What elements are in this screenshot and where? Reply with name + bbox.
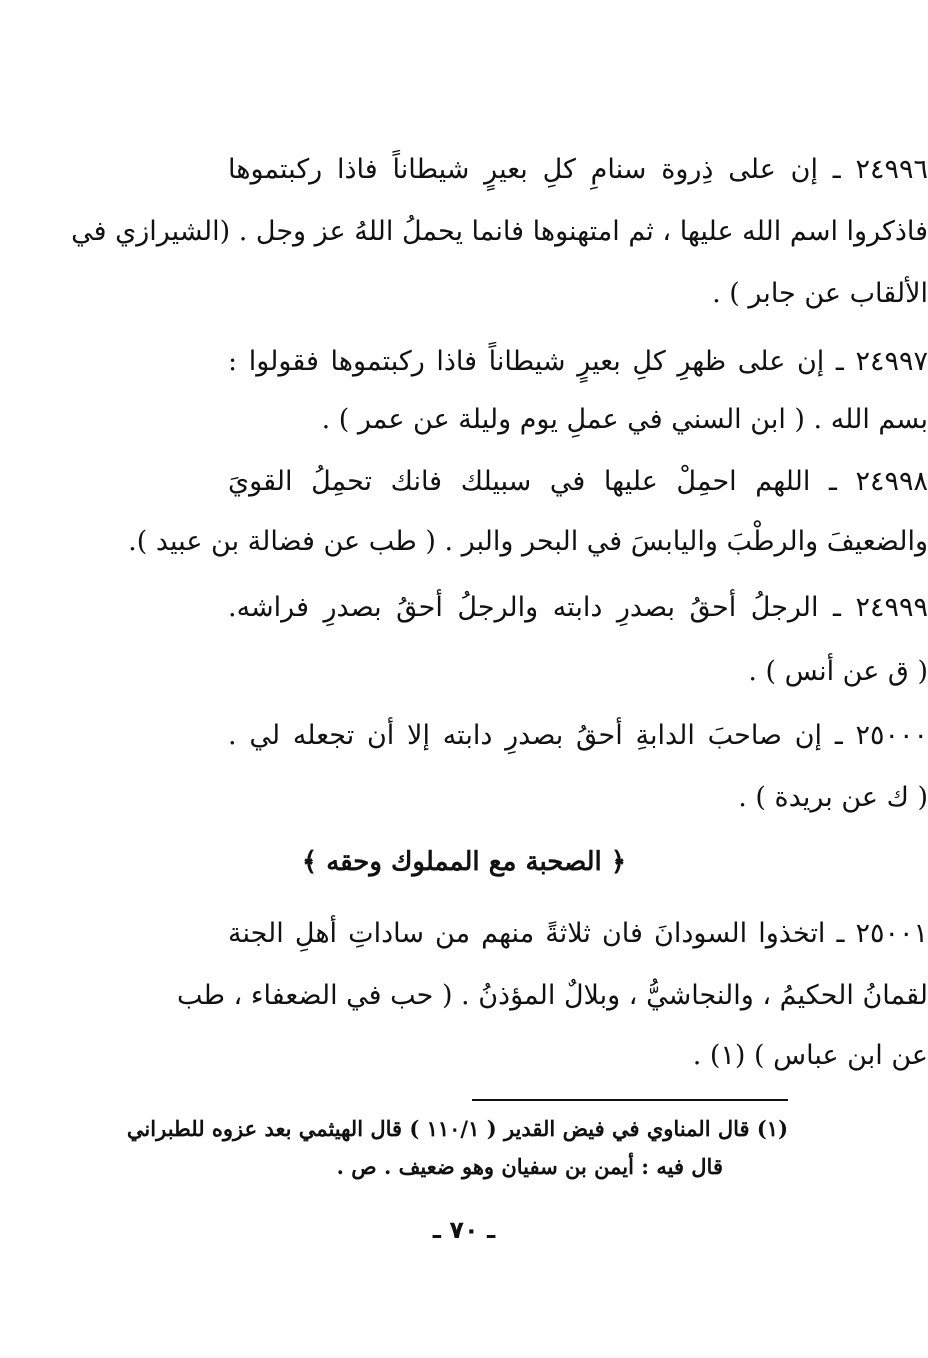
entry-24999-line-2: ( ق عن أنس ) . [748, 656, 928, 687]
page-number: ـ ٧٠ ـ [432, 1216, 496, 1244]
entry-25001-line-3: عن ابن عباس ) (١) . [692, 1040, 928, 1071]
entry-24997-line-2: بسم الله . ( ابن السني في عملِ يوم وليلة عن عمر ) . [321, 404, 928, 435]
entry-24998-line-2: والضعيفَ والرطْبَ واليابسَ في البحر والبر . ( طب عن فضالة بن عبيد ). [128, 526, 928, 557]
section-heading: ﴿ الصحبة مع المملوك وحقه ﴾ [301, 847, 627, 877]
entry-24999-line-1: ٢٤٩٩٩ ـ الرجلُ أحقُ بصدرِ دابته والرجلُ أحقُ بصدرِ فراشه. [228, 592, 928, 623]
entry-24998-line-1: ٢٤٩٩٨ ـ اللهم احمِلْ عليها في سبيلك فانك تحمِلُ القويَ [228, 466, 928, 497]
entry-25000-line-1: ٢٥٠٠٠ ـ إن صاحبَ الدابةِ أحقُ بصدرِ دابته إلا أن تجعله لي . [228, 720, 928, 751]
entry-24996-line-1: ٢٤٩٩٦ ـ إن على ذِروة سنامِ كلِ بعيرٍ شيطاناً فاذا ركبتموها [228, 154, 928, 185]
entry-24996-line-3: الألقاب عن جابر ) . [712, 278, 928, 309]
footnote-line-2: قال فيه : أيمن بن سفيان وهو ضعيف . ص . [336, 1154, 723, 1179]
entry-24997-line-1: ٢٤٩٩٧ ـ إن على ظهرِ كلِ بعيرٍ شيطاناً فاذا ركبتموها فقولوا : [228, 346, 928, 377]
entry-25001-line-1: ٢٥٠٠١ ـ اتخذوا السودانَ فان ثلاثةً منهم من ساداتِ أهلِ الجنة [228, 918, 928, 949]
footnote-separator [472, 1099, 788, 1101]
entry-25001-line-2: لقمانُ الحكيمُ ، والنجاشيُّ ، وبلالٌ المؤذنُ . ( حب في الضعفاء ، طب [176, 980, 928, 1011]
entry-25000-line-2: ( ك عن بريدة ) . [738, 782, 928, 813]
entry-24996-line-2: فاذكروا اسم الله عليها ، ثم امتهنوها فانما يحملُ اللهُ عز وجل . (الشيرازي في [71, 216, 928, 247]
footnote-line-1: (١) قال المناوي في فيض القدير ( ١١٠/١ ) قال الهيثمي بعد عزوه للطبراني [126, 1116, 788, 1141]
